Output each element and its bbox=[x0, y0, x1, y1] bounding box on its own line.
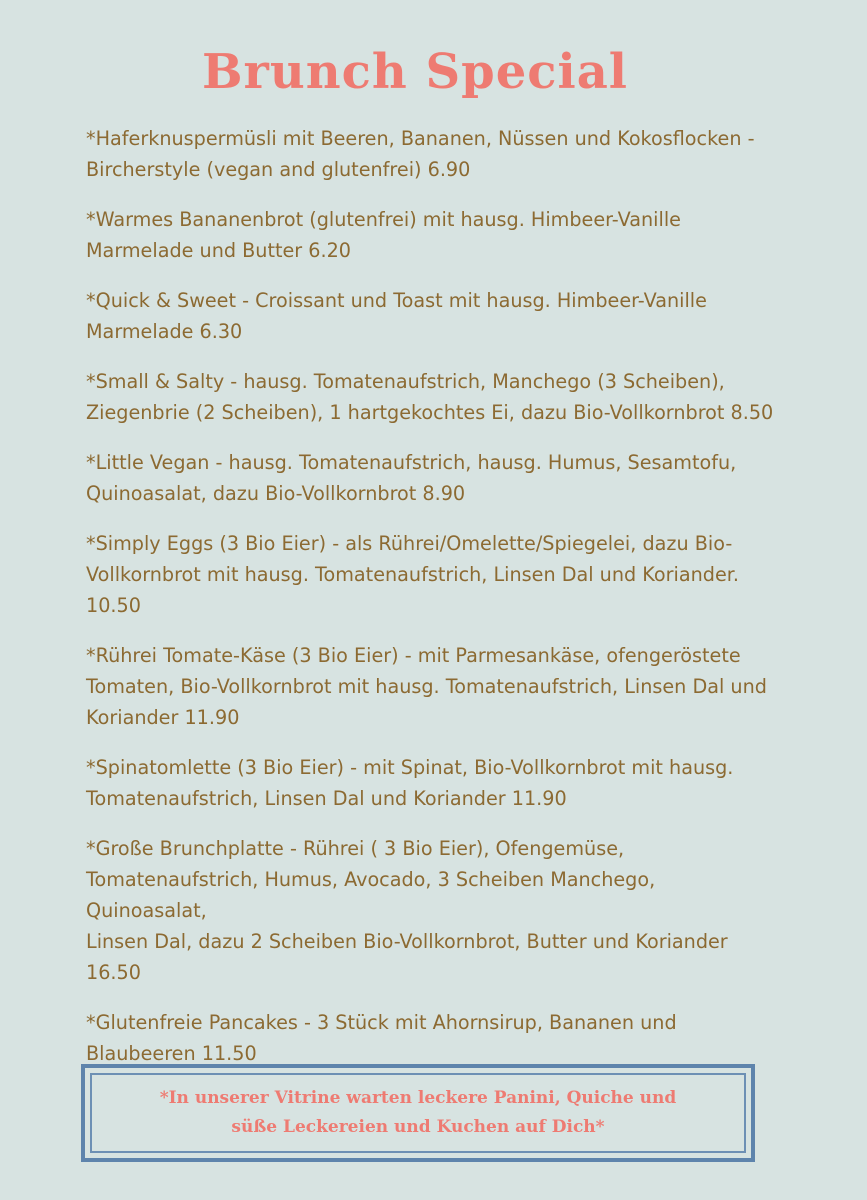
menu-item-pancakes: *Glutenfreie Pancakes - 3 Stück mit Ahornsirup, Bananen und Blaubeeren 11.50 bbox=[86, 1011, 677, 1065]
notice-inner-frame bbox=[90, 1073, 746, 1153]
menu-list bbox=[86, 123, 776, 1088]
menu-item-little-vegan: *Little Vegan - hausg. Tomatenaufstrich, hausg. Humus, Sesamtofu, Quinoasalat, dazu Bio-Vollkornbrot 8.90 bbox=[86, 451, 737, 505]
menu-item-simply-eggs: *Simply Eggs (3 Bio Eier) - als Rührei/Omelette/Spiegelei, dazu Bio- Vollkornbrot mit hausg. Tomatenaufstrich, Linsen Dal und Koriander. 10.50 bbox=[86, 532, 739, 617]
menu-item-quick-sweet: *Quick & Sweet - Croissant und Toast mit hausg. Himbeer-Vanille Marmelade 6.30 bbox=[86, 289, 707, 343]
menu-item-hafermuesli: *Haferknuspermüsli mit Beeren, Bananen, Nüssen und Kokosflocken - Bircherstyle (vegan and glutenfrei) 6.90 bbox=[86, 127, 755, 181]
menu-item-ruehrei-tomate-kaese: *Rührei Tomate-Käse (3 Bio Eier) - mit Parmesankäse, ofengeröstete Tomaten, Bio-Vollkornbrot mit hausg. Tomatenaufstrich, Linsen Dal und Koriander 11.90 bbox=[86, 644, 767, 729]
menu-item-bananenbrot: *Warmes Bananenbrot (glutenfrei) mit hausg. Himbeer-Vanille Marmelade und Butter 6.20 bbox=[86, 208, 681, 262]
notice-frame bbox=[81, 1064, 755, 1162]
notice-text: *In unserer Vitrine warten leckere Panini, Quiche und süße Leckereien und Kuchen auf Dich* bbox=[159, 1088, 677, 1137]
menu-item-brunchplatte: *Große Brunchplatte - Rührei ( 3 Bio Eier), Ofengemüse, Tomatenaufstrich, Humus, Avocado, 3 Scheiben Manchego, Quinoasalat, Linsen Dal, dazu 2 Scheiben Bio-Vollkornbrot, Butter und Koriander 16.50 bbox=[86, 837, 728, 984]
menu-title: Brunch Special bbox=[201, 44, 629, 100]
menu-item-spinatomlette: *Spinatomlette (3 Bio Eier) - mit Spinat, Bio-Vollkornbrot mit hausg. Tomatenaufstrich, Linsen Dal und Koriander 11.90 bbox=[86, 756, 734, 810]
menu-item-small-salty: *Small & Salty - hausg. Tomatenaufstrich, Manchego (3 Scheiben), Ziegenbrie (2 Scheiben), 1 hartgekochtes Ei, dazu Bio-Vollkornbrot 8.50 bbox=[86, 370, 774, 424]
